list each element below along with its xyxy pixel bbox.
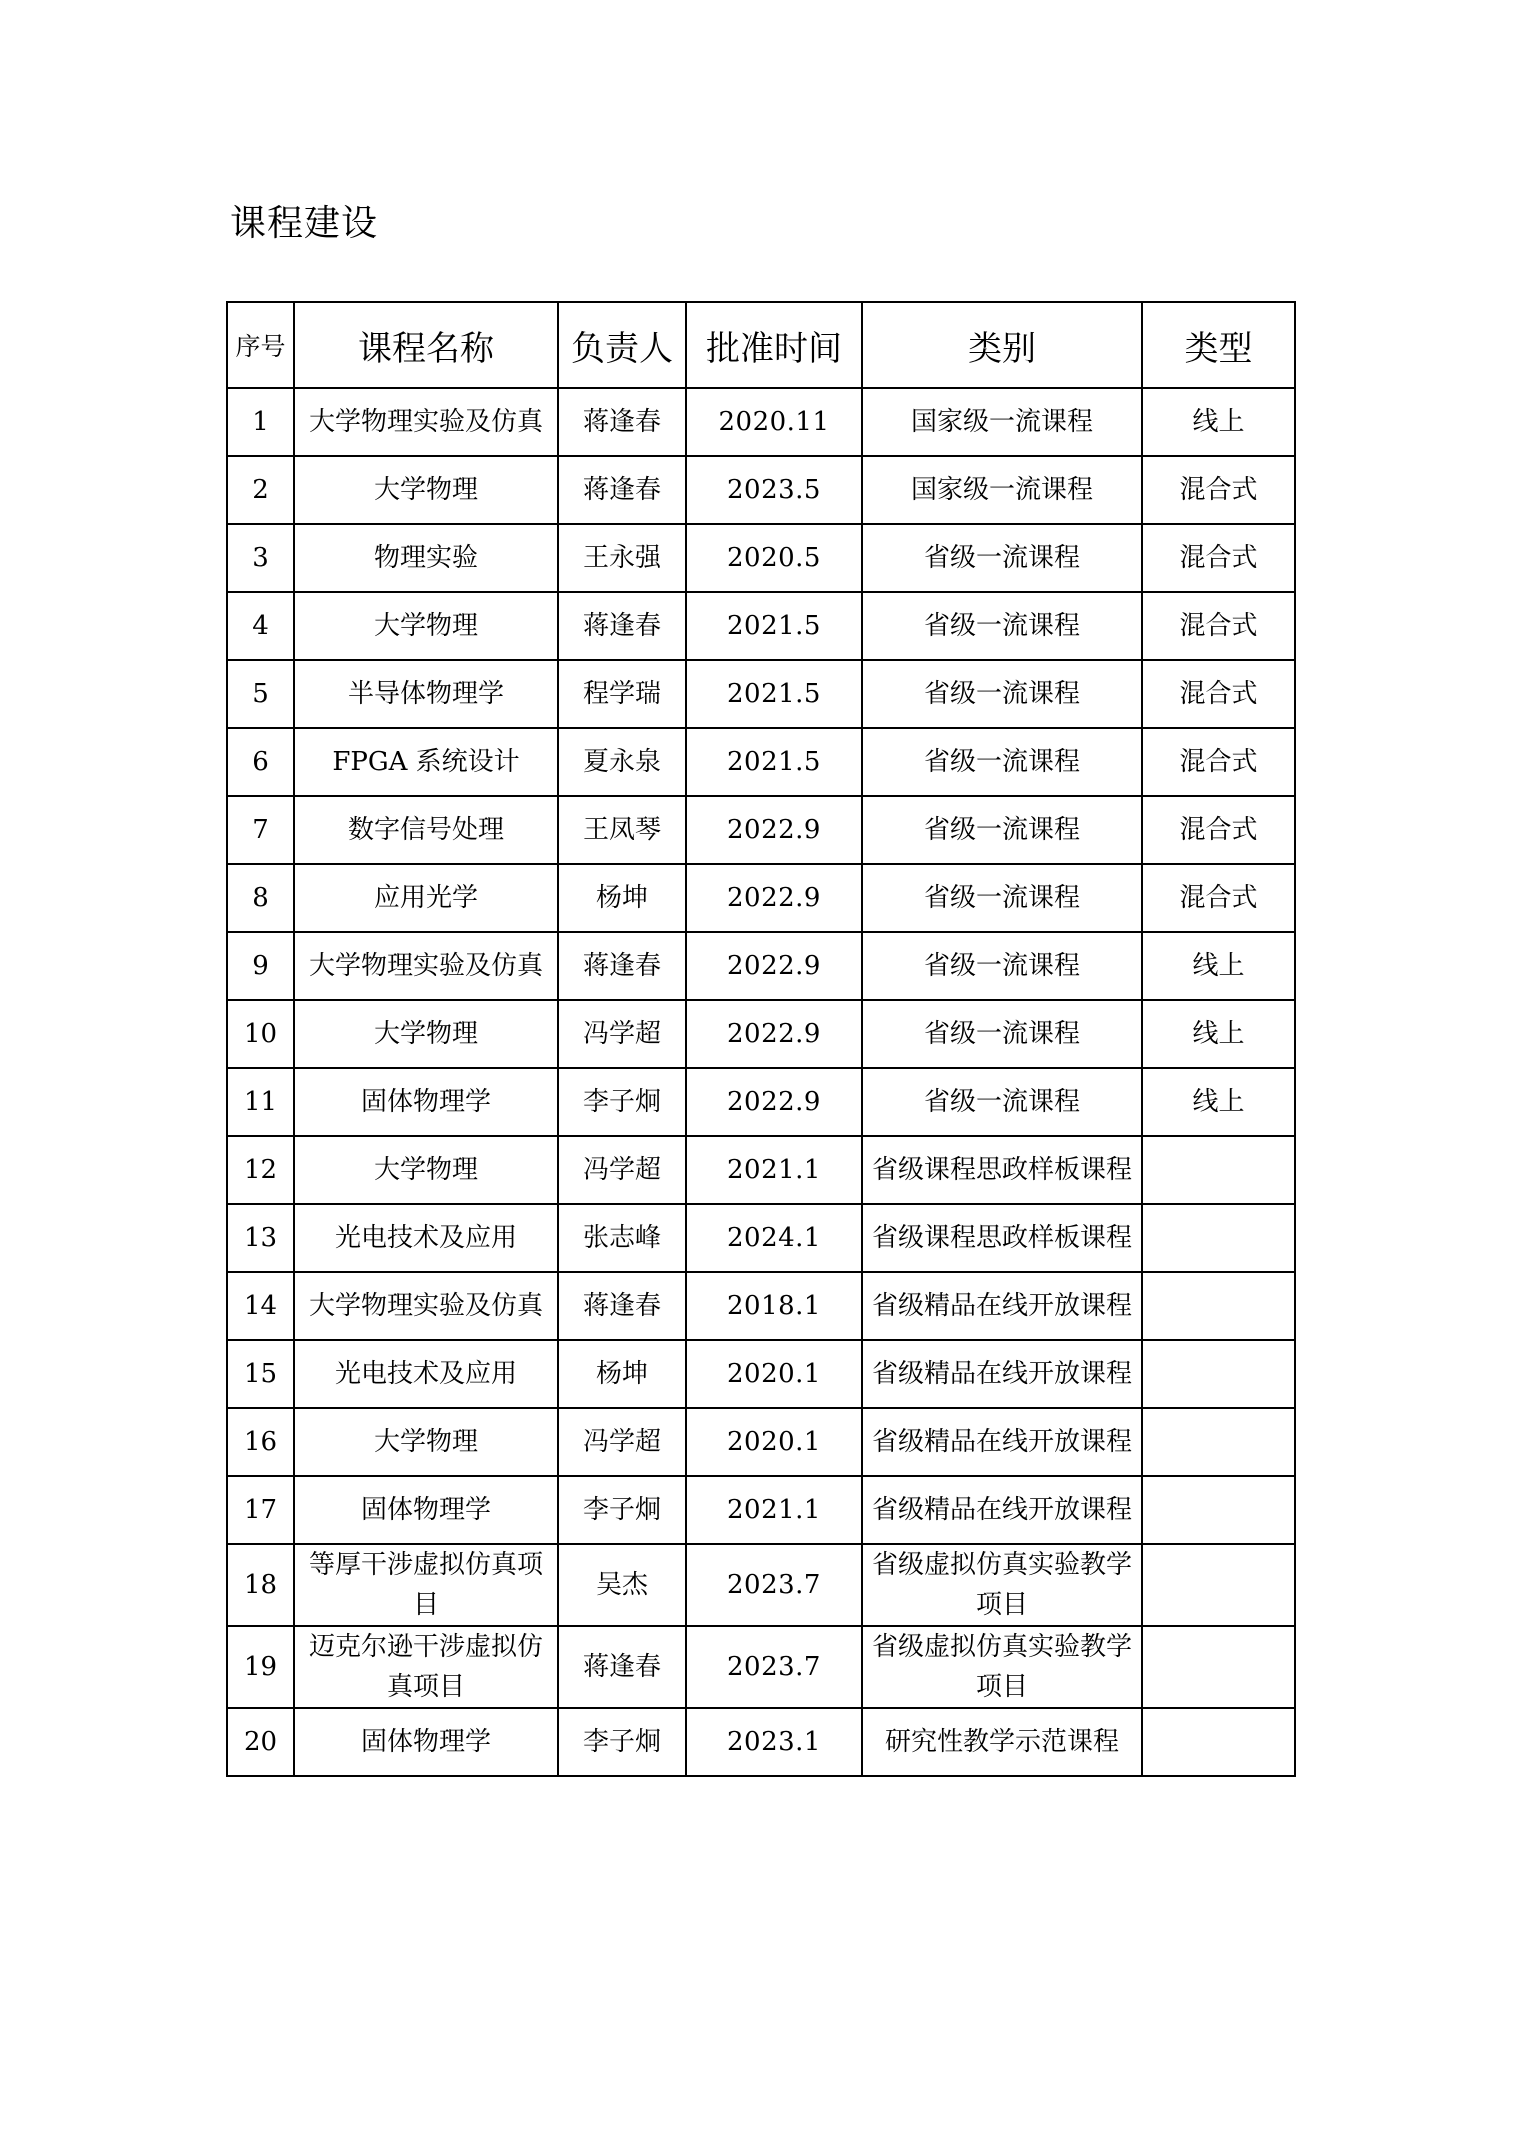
cell-category: 省级一流课程 (862, 524, 1142, 592)
cell-category: 省级精品在线开放课程 (862, 1272, 1142, 1340)
cell-category: 省级一流课程 (862, 864, 1142, 932)
cell-category: 研究性教学示范课程 (862, 1708, 1142, 1776)
table-row (227, 1340, 1295, 1408)
cell-owner: 蒋逢春 (558, 1272, 686, 1340)
cell-course-name: 等厚干涉虚拟仿真项目 (294, 1544, 558, 1626)
cell-owner: 王凤琴 (558, 796, 686, 864)
cell-course-name: 大学物理 (294, 1136, 558, 1204)
cell-category: 省级一流课程 (862, 660, 1142, 728)
cell-type (1142, 1408, 1295, 1476)
cell-category: 省级精品在线开放课程 (862, 1408, 1142, 1476)
cell-category: 省级一流课程 (862, 728, 1142, 796)
cell-type (1142, 1272, 1295, 1340)
cell-type: 线上 (1142, 388, 1295, 456)
table-row (227, 1000, 1295, 1068)
cell-type (1142, 1476, 1295, 1544)
cell-course-name: 大学物理实验及仿真 (294, 388, 558, 456)
table-body (227, 388, 1295, 1776)
cell-category: 国家级一流课程 (862, 388, 1142, 456)
cell-course-name: 半导体物理学 (294, 660, 558, 728)
table-row (227, 660, 1295, 728)
cell-type (1142, 1626, 1295, 1708)
cell-type: 混合式 (1142, 592, 1295, 660)
cell-course-name: 光电技术及应用 (294, 1340, 558, 1408)
table-row (227, 1708, 1295, 1776)
table-row (227, 1408, 1295, 1476)
cell-no: 7 (227, 796, 294, 864)
cell-no: 8 (227, 864, 294, 932)
header-no: 序号 (227, 302, 294, 388)
cell-approval-date: 2022.9 (686, 932, 862, 1000)
cell-type (1142, 1544, 1295, 1626)
cell-type: 线上 (1142, 1068, 1295, 1136)
page-title: 课程建设 (230, 203, 379, 244)
header-owner: 负责人 (558, 302, 686, 388)
cell-approval-date: 2021.5 (686, 728, 862, 796)
cell-owner: 李子炯 (558, 1708, 686, 1776)
cell-course-name: 数字信号处理 (294, 796, 558, 864)
cell-owner: 冯学超 (558, 1408, 686, 1476)
cell-course-name: 大学物理实验及仿真 (294, 932, 558, 1000)
cell-owner: 王永强 (558, 524, 686, 592)
cell-approval-date: 2022.9 (686, 1000, 862, 1068)
cell-type (1142, 1708, 1295, 1776)
cell-no: 18 (227, 1544, 294, 1626)
cell-no: 20 (227, 1708, 294, 1776)
cell-category: 省级一流课程 (862, 796, 1142, 864)
cell-approval-date: 2021.1 (686, 1136, 862, 1204)
cell-owner: 蒋逢春 (558, 932, 686, 1000)
cell-category: 省级课程思政样板课程 (862, 1136, 1142, 1204)
cell-type: 混合式 (1142, 864, 1295, 932)
cell-approval-date: 2023.7 (686, 1544, 862, 1626)
cell-type (1142, 1136, 1295, 1204)
table-row (227, 1136, 1295, 1204)
cell-owner: 蒋逢春 (558, 456, 686, 524)
cell-course-name: 光电技术及应用 (294, 1204, 558, 1272)
cell-no: 19 (227, 1626, 294, 1708)
cell-no: 11 (227, 1068, 294, 1136)
table-row (227, 728, 1295, 796)
cell-approval-date: 2021.5 (686, 660, 862, 728)
cell-approval-date: 2020.1 (686, 1340, 862, 1408)
cell-course-name: FPGA 系统设计 (294, 728, 558, 796)
cell-course-name: 大学物理 (294, 1000, 558, 1068)
cell-approval-date: 2022.9 (686, 864, 862, 932)
cell-course-name: 迈克尔逊干涉虚拟仿真项目 (294, 1626, 558, 1708)
cell-course-name: 固体物理学 (294, 1068, 558, 1136)
header-category: 类别 (862, 302, 1142, 388)
cell-owner: 杨坤 (558, 1340, 686, 1408)
cell-no: 14 (227, 1272, 294, 1340)
cell-type: 混合式 (1142, 796, 1295, 864)
table-header-row (227, 302, 1295, 388)
cell-type: 混合式 (1142, 456, 1295, 524)
cell-type: 线上 (1142, 932, 1295, 1000)
cell-no: 16 (227, 1408, 294, 1476)
cell-owner: 冯学超 (558, 1000, 686, 1068)
cell-course-name: 大学物理 (294, 1408, 558, 1476)
table-row (227, 796, 1295, 864)
cell-category: 省级精品在线开放课程 (862, 1476, 1142, 1544)
cell-approval-date: 2022.9 (686, 796, 862, 864)
cell-type: 线上 (1142, 1000, 1295, 1068)
cell-owner: 张志峰 (558, 1204, 686, 1272)
cell-approval-date: 2018.1 (686, 1272, 862, 1340)
cell-no: 17 (227, 1476, 294, 1544)
cell-type (1142, 1204, 1295, 1272)
cell-no: 15 (227, 1340, 294, 1408)
cell-category: 省级精品在线开放课程 (862, 1340, 1142, 1408)
header-course-name: 课程名称 (294, 302, 558, 388)
cell-no: 6 (227, 728, 294, 796)
table-row (227, 1626, 1295, 1708)
cell-approval-date: 2024.1 (686, 1204, 862, 1272)
cell-no: 9 (227, 932, 294, 1000)
table-row (227, 1068, 1295, 1136)
cell-approval-date: 2022.9 (686, 1068, 862, 1136)
cell-course-name: 应用光学 (294, 864, 558, 932)
cell-no: 3 (227, 524, 294, 592)
table-row (227, 388, 1295, 456)
cell-type: 混合式 (1142, 660, 1295, 728)
cell-owner: 蒋逢春 (558, 1626, 686, 1708)
cell-category: 省级一流课程 (862, 592, 1142, 660)
table-row (227, 1476, 1295, 1544)
cell-course-name: 大学物理实验及仿真 (294, 1272, 558, 1340)
cell-owner: 杨坤 (558, 864, 686, 932)
cell-course-name: 物理实验 (294, 524, 558, 592)
cell-owner: 蒋逢春 (558, 388, 686, 456)
cell-no: 4 (227, 592, 294, 660)
header-approval-date: 批准时间 (686, 302, 862, 388)
cell-no: 13 (227, 1204, 294, 1272)
cell-owner: 吴杰 (558, 1544, 686, 1626)
cell-approval-date: 2023.1 (686, 1708, 862, 1776)
cell-no: 2 (227, 456, 294, 524)
cell-no: 5 (227, 660, 294, 728)
cell-approval-date: 2020.1 (686, 1408, 862, 1476)
cell-owner: 李子炯 (558, 1068, 686, 1136)
table-row (227, 592, 1295, 660)
cell-type: 混合式 (1142, 524, 1295, 592)
course-table (226, 301, 1296, 1777)
cell-no: 10 (227, 1000, 294, 1068)
cell-approval-date: 2023.5 (686, 456, 862, 524)
table-row (227, 456, 1295, 524)
table-row (227, 524, 1295, 592)
table-row (227, 1544, 1295, 1626)
cell-owner: 蒋逢春 (558, 592, 686, 660)
table-row (227, 864, 1295, 932)
table-row (227, 1204, 1295, 1272)
cell-type: 混合式 (1142, 728, 1295, 796)
cell-owner: 程学瑞 (558, 660, 686, 728)
cell-type (1142, 1340, 1295, 1408)
table-row (227, 1272, 1295, 1340)
cell-approval-date: 2021.1 (686, 1476, 862, 1544)
cell-category: 省级一流课程 (862, 932, 1142, 1000)
cell-approval-date: 2021.5 (686, 592, 862, 660)
cell-category: 国家级一流课程 (862, 456, 1142, 524)
cell-category: 省级一流课程 (862, 1000, 1142, 1068)
cell-course-name: 固体物理学 (294, 1708, 558, 1776)
cell-category: 省级课程思政样板课程 (862, 1204, 1142, 1272)
cell-no: 12 (227, 1136, 294, 1204)
table-row (227, 932, 1295, 1000)
cell-course-name: 大学物理 (294, 592, 558, 660)
cell-category: 省级虚拟仿真实验教学项目 (862, 1626, 1142, 1708)
cell-approval-date: 2023.7 (686, 1626, 862, 1708)
cell-course-name: 大学物理 (294, 456, 558, 524)
cell-approval-date: 2020.5 (686, 524, 862, 592)
cell-approval-date: 2020.11 (686, 388, 862, 456)
cell-course-name: 固体物理学 (294, 1476, 558, 1544)
cell-category: 省级一流课程 (862, 1068, 1142, 1136)
cell-owner: 夏永泉 (558, 728, 686, 796)
cell-owner: 李子炯 (558, 1476, 686, 1544)
cell-category: 省级虚拟仿真实验教学项目 (862, 1544, 1142, 1626)
cell-no: 1 (227, 388, 294, 456)
header-type: 类型 (1142, 302, 1295, 388)
cell-owner: 冯学超 (558, 1136, 686, 1204)
